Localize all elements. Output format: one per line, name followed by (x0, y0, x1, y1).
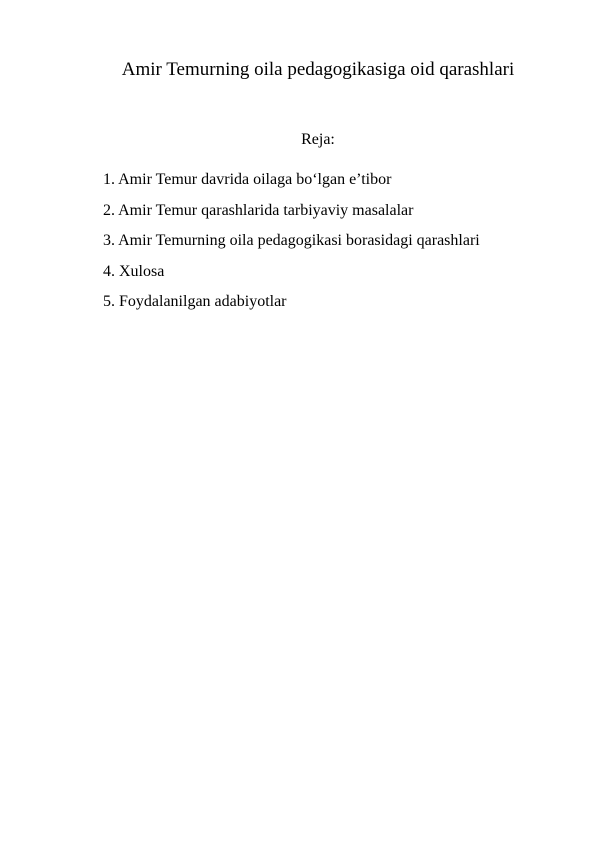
document-title: Amir Temurning oila pedagogikasiga oid qarashlari (121, 59, 515, 80)
plan-list (103, 170, 480, 323)
plan-item: 4. Xulosa (103, 262, 165, 280)
plan-item: 1. Amir Temur davrida oilaga bo‘lgan e’tibor (103, 171, 392, 188)
plan-item: 2. Amir Temur qarashlarida tarbiyaviy masalalar (103, 201, 414, 219)
plan-item: 5. Foydalanilgan adabiyotlar (103, 293, 287, 310)
plan-item: 3. Amir Temurning oila pedagogikasi borasidagi qarashlari (103, 232, 480, 249)
plan-heading: Reja: (301, 131, 335, 148)
